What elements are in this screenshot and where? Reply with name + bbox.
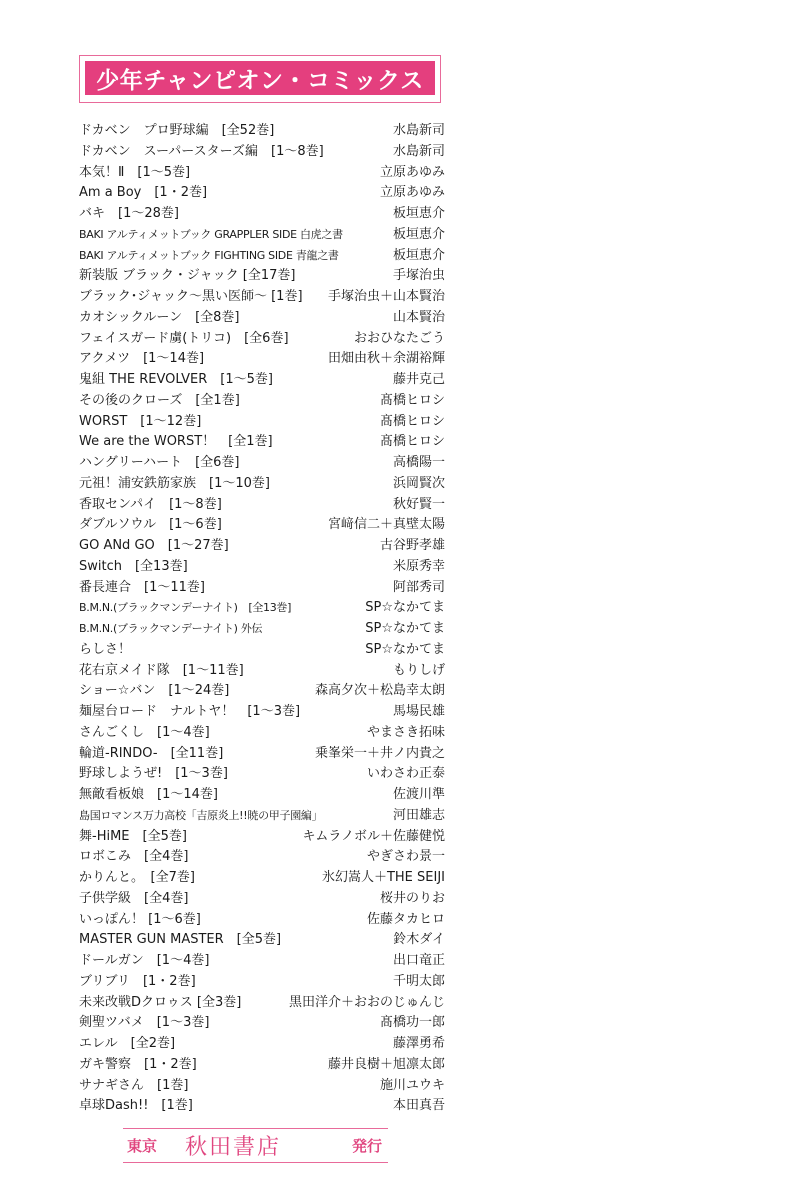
book-title: フェイスガード虜(トリコ) [全6巻] [79, 330, 289, 346]
list-item [79, 1076, 445, 1097]
list-item [79, 951, 445, 972]
book-author: キムラノボル＋佐藤健悦 [302, 828, 445, 844]
book-author: 阿部秀司 [392, 579, 445, 595]
book-title: 野球しようぜ! [1～3巻] [79, 766, 228, 782]
book-author: 乗峯栄一＋井ノ内貴之 [314, 745, 445, 761]
list-item [79, 183, 445, 204]
book-title: アクメツ [1～14巻] [79, 351, 205, 367]
list-item [79, 515, 445, 536]
book-title: バキ [1～28巻] [79, 206, 179, 221]
book-title: 本気！Ⅱ [1～5巻] [79, 164, 191, 180]
list-item [79, 308, 445, 329]
book-title: サナギさん [1巻] [79, 1077, 189, 1093]
book-author: SP☆なかてま [365, 641, 445, 657]
book-author: 施川ユウキ [379, 1077, 445, 1093]
book-title: 舞-HiME [全5巻] [79, 828, 187, 844]
book-author: 佐渡川準 [392, 787, 445, 802]
book-author: 河田雄志 [392, 807, 445, 823]
book-author: 髙橋ヒロシ [379, 413, 445, 429]
book-title: ロボこみ [全4巻] [79, 849, 189, 865]
title-list [79, 121, 445, 1117]
book-author: 馬場民雄 [392, 704, 445, 719]
book-title: 番長連合 [1～11巻] [79, 579, 205, 595]
list-item [79, 827, 445, 848]
list-item [79, 619, 445, 640]
book-author: 古谷野孝雄 [379, 538, 445, 553]
book-title: WORST [1～12巻] [79, 413, 202, 429]
list-item [79, 121, 445, 142]
list-item [79, 661, 445, 682]
list-item [79, 578, 445, 599]
list-item [79, 702, 445, 723]
book-title: ハングリーハート [全6巻] [79, 455, 240, 470]
list-item [79, 142, 445, 163]
list-item [79, 640, 445, 661]
list-item [79, 993, 445, 1014]
list-item [79, 1034, 445, 1055]
book-author: 板垣恵介 [392, 206, 445, 221]
book-author: 立原あゆみ [379, 185, 445, 201]
publisher-name: 秋田書店 [185, 1135, 282, 1160]
list-item [79, 163, 445, 184]
book-author: 氷幻嵩人＋THE SEIJI [321, 870, 445, 885]
book-title: ドカベン スーパースターズ編 [1～8巻] [79, 143, 324, 159]
book-author: 鈴木ダイ [393, 932, 445, 948]
book-author: 髙橋功一郎 [379, 1015, 445, 1031]
book-author: もりしげ [392, 662, 445, 678]
list-item [79, 557, 445, 578]
book-author: 藤井良樹＋旭凛太郎 [327, 1056, 445, 1072]
list-item [79, 930, 445, 951]
book-title: 元祖！浦安鉄筋家族 [1～10巻] [79, 475, 270, 491]
book-title: ダブルソウル [1～6巻] [79, 517, 222, 533]
list-item [79, 889, 445, 910]
book-title: ブラック･ジャック～黒い医師～ [1巻] [79, 289, 303, 304]
book-title: B.M.N.(ブラックマンデーナイト) [全13巻] [79, 601, 292, 615]
book-author: SP☆なかてま [365, 600, 445, 616]
book-author: おおひなたごう [353, 330, 445, 346]
publisher-footer [123, 1128, 388, 1163]
book-title: エレル [全2巻] [79, 1036, 176, 1051]
book-title: ショー☆バン [1～24巻] [79, 683, 230, 699]
book-author: 桜井のりお [379, 890, 445, 906]
book-author: やぎさわ景一 [366, 849, 445, 865]
publisher-issued-label: 発行 [351, 1137, 382, 1155]
book-title: 卓球Dash!! [1巻] [79, 1098, 193, 1114]
list-item [79, 806, 445, 827]
book-author: SP☆なかてま [365, 621, 445, 636]
list-item [79, 495, 445, 516]
book-author: 秋好賢一 [392, 496, 445, 512]
list-item [79, 785, 445, 806]
book-title: 花右京メイド隊 [1～11巻] [79, 662, 244, 678]
book-author: 板垣恵介 [392, 247, 445, 263]
book-author: 藤澤勇希 [392, 1036, 445, 1051]
list-item [79, 349, 445, 370]
book-author: 水島新司 [392, 123, 445, 138]
book-author: 手塚治虫＋山本賢治 [327, 289, 445, 304]
book-title: BAKI アルティメットブック GRAPPLER SIDE 白虎之書 [79, 227, 343, 241]
list-item [79, 246, 445, 267]
book-title: カオシックルーン [全8巻] [79, 309, 240, 325]
book-author: 藤井克己 [392, 372, 445, 387]
book-title: その後のクローズ [全1巻] [79, 392, 240, 408]
book-author: 板垣恵介 [392, 226, 445, 242]
publisher-city: 東京 [127, 1137, 158, 1155]
book-author: いわさわ正泰 [366, 766, 445, 782]
list-item [79, 391, 445, 412]
book-title: 剣聖ツバメ [1～3巻] [79, 1015, 210, 1031]
book-author: 水島新司 [392, 143, 445, 159]
book-title: GO ANd GO [1～27巻] [79, 538, 229, 553]
list-item [79, 1096, 445, 1117]
list-item [79, 723, 445, 744]
book-title: We are the WORST！ [全1巻] [79, 434, 273, 450]
list-item [79, 1055, 445, 1076]
series-banner-fill [85, 61, 435, 95]
list-item [79, 287, 445, 308]
book-title: ガキ警察 [1・2巻] [79, 1056, 197, 1072]
list-item [79, 474, 445, 495]
book-author: 黒田洋介＋おおのじゅんじ [288, 994, 445, 1010]
list-item [79, 453, 445, 474]
book-title: ブリブリ [1・2巻] [79, 973, 196, 989]
book-title: 子供学級 [全4巻] [79, 890, 189, 906]
book-title: BAKI アルティメットブック FIGHTING SIDE 青龍之書 [79, 248, 339, 262]
list-item [79, 972, 445, 993]
book-title: 麺屋台ロード ナルトヤ！ [1～3巻] [79, 704, 301, 719]
list-item [79, 1013, 445, 1034]
book-title: 新装版 ブラック・ジャック [全17巻] [79, 268, 296, 284]
list-item [79, 412, 445, 433]
list-item [79, 598, 445, 619]
list-item [79, 536, 445, 557]
book-title: B.M.N.(ブラックマンデーナイト) 外伝 [79, 622, 263, 635]
book-author: 高橋陽一 [392, 455, 445, 470]
list-item [79, 847, 445, 868]
book-author: 髙橋ヒロシ [379, 434, 445, 450]
book-title: ドールガン [1～4巻] [79, 953, 210, 968]
book-author: 浜岡賢次 [392, 475, 445, 491]
book-title: いっぽん！ [1～6巻] [79, 911, 201, 927]
list-item [79, 204, 445, 225]
book-title: らしさ！ [79, 641, 132, 657]
list-item [79, 764, 445, 785]
book-title: 輪道-RINDO- [全11巻] [79, 745, 224, 761]
book-title: かりんと。 [全7巻] [79, 870, 195, 885]
book-author: 米原秀幸 [392, 558, 445, 574]
book-author: 本田真吾 [392, 1098, 445, 1114]
book-title: 香取センパイ [1～8巻] [79, 496, 222, 512]
series-banner [79, 55, 441, 103]
list-item [79, 370, 445, 391]
list-item [79, 681, 445, 702]
list-item [79, 868, 445, 889]
list-item [79, 225, 445, 246]
book-author: 立原あゆみ [379, 164, 445, 180]
book-author: 髙橋ヒロシ [379, 392, 445, 408]
list-item [79, 910, 445, 931]
book-author: 宮﨑信二＋真壁太陽 [327, 517, 445, 533]
book-author: 手塚治虫 [392, 268, 445, 284]
book-title: ドカベン プロ野球編 [全52巻] [79, 123, 275, 138]
list-item [79, 744, 445, 765]
book-title: さんごくし [1～4巻] [79, 724, 210, 740]
book-title: 無敵看板娘 [1～14巻] [79, 787, 218, 802]
book-author: 森高夕次＋松島幸太朗 [314, 683, 445, 699]
list-item [79, 432, 445, 453]
book-author: 出口竜正 [392, 953, 445, 968]
book-title: 未来改戦Dクロゥス [全3巻] [79, 994, 242, 1010]
book-title: MASTER GUN MASTER [全5巻] [79, 932, 282, 948]
book-title: 鬼組 THE REVOLVER [1～5巻] [79, 372, 273, 387]
list-item [79, 266, 445, 287]
book-author: やまさき拓味 [366, 724, 445, 740]
book-title: Am a Boy [1・2巻] [79, 185, 208, 201]
book-author: 佐藤タカヒロ [366, 911, 445, 927]
list-item [79, 329, 445, 350]
book-title: 島国ロマンス万力高校「吉原炎上!!暁の甲子園編」 [79, 808, 323, 822]
book-author: 田畑由秋＋余湖裕輝 [327, 351, 445, 367]
book-author: 山本賢治 [392, 309, 445, 325]
series-title: 少年チャンピオン・コミックス [96, 67, 424, 94]
book-author: 千明太郎 [392, 973, 445, 989]
book-title: Switch [全13巻] [79, 558, 188, 574]
